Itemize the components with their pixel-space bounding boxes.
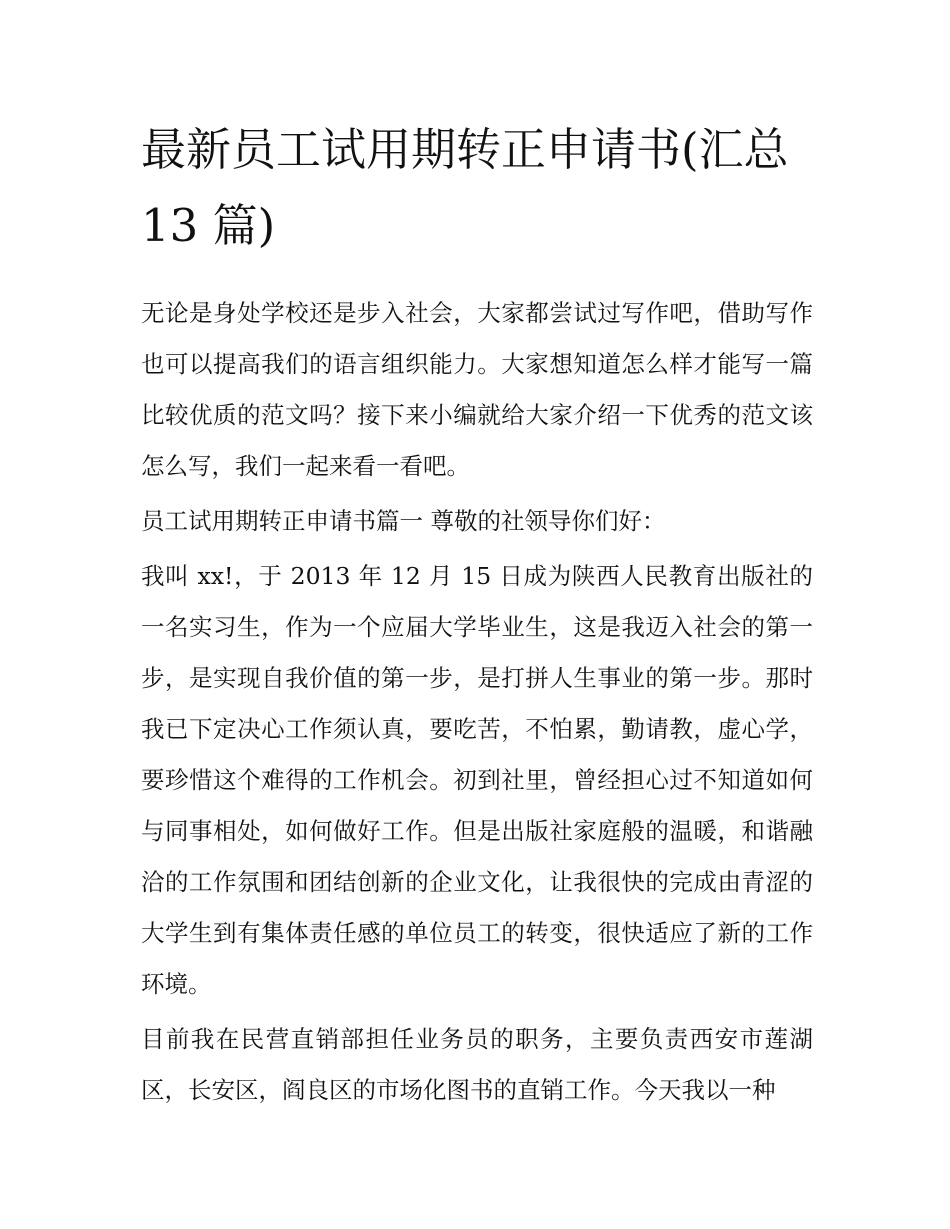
paragraph-self-introduction: 我叫 xx!，于 2013 年 12 月 15 日成为陕西人民教育出版社的一名实习生，作为一个应届大学毕业生，这是我迈入社会的第一步，是实现自我价值的第一步，是打拼人生事业的第一步。那时我已下定决心工作须认真，要吃苦，不怕累，勤请教，虚心学，要珍惜这个难得的工作机会。初到社里，曾经担心过不知道如何与同事相处，如何做好工作。但是出版社家庭般的温暖，和谐融洽的工作氛围和团结创新的企业文化，让我很快的完成由青涩的大学生到有集体责任感的单位员工的转变，很快适应了新的工作环境。 [141, 562, 813, 998]
document-body [141, 288, 813, 1116]
document-content [141, 112, 813, 1120]
paragraph-intro: 无论是身处学校还是步入社会，大家都尝试过写作吧，借助写作也可以提高我们的语言组织能力。大家想知道怎么样才能写一篇比较优质的范文吗？接下来小编就给大家介绍一下优秀的范文该怎么写，我们一起来看一看吧。 [141, 299, 813, 480]
document-title: 最新员工试用期转正申请书(汇总 13 篇) [141, 123, 789, 252]
paragraph-salutation: 员工试用期转正申请书篇一 尊敬的社领导你们好： [141, 507, 666, 535]
paragraph-current-role: 目前我在民营直销部担任业务员的职务，主要负责西安市莲湖区，长安区，阎良区的市场化图书的直销工作。今天我以一种 [141, 1025, 813, 1104]
